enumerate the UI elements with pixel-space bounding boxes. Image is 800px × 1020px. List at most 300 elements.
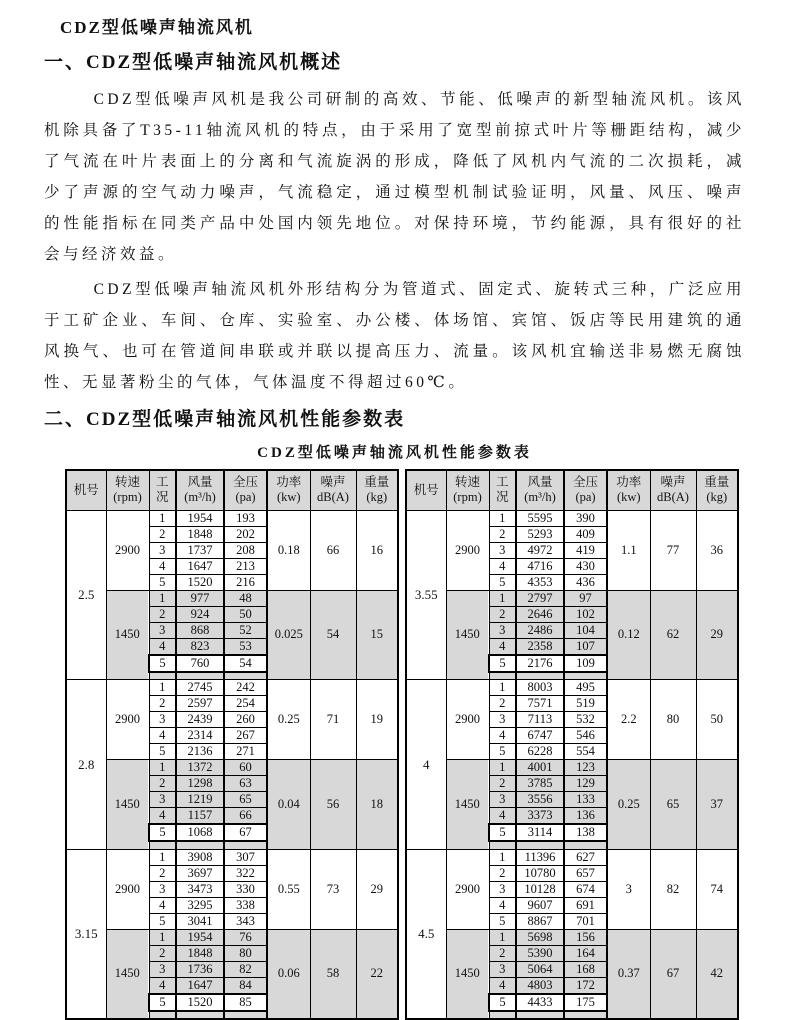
- pressure-cell: 164: [564, 945, 607, 961]
- filler-cell: [224, 1011, 267, 1019]
- condition-cell: 4: [489, 728, 516, 744]
- pressure-cell: 168: [564, 961, 607, 977]
- pressure-cell: 409: [564, 526, 607, 542]
- airflow-cell: 2745: [176, 680, 224, 696]
- header-unit: (kg): [366, 490, 388, 505]
- power-cell: 0.18: [267, 510, 310, 590]
- header-unit: 况: [495, 490, 509, 505]
- airflow-cell: 2439: [176, 712, 224, 728]
- speed-cell: 2900: [106, 680, 149, 760]
- airflow-cell: 1372: [176, 760, 224, 776]
- airflow-cell: 1954: [176, 510, 224, 526]
- airflow-cell: 6228: [516, 744, 564, 760]
- airflow-cell: 3785: [516, 776, 564, 792]
- table-row: [66, 510, 398, 526]
- power-cell: 0.12: [607, 590, 650, 680]
- pressure-cell: 136: [564, 808, 607, 825]
- pressure-cell: 208: [224, 542, 267, 558]
- column-header-model: [66, 470, 106, 510]
- airflow-cell: 4353: [516, 574, 564, 590]
- pressure-cell: 430: [564, 558, 607, 574]
- table-row: [406, 510, 738, 526]
- pressure-cell: 52: [224, 622, 267, 638]
- airflow-cell: 7571: [516, 696, 564, 712]
- condition-cell: 3: [489, 961, 516, 977]
- pressure-cell: 53: [224, 638, 267, 655]
- header-label: 噪声: [660, 475, 686, 490]
- condition-cell: 3: [149, 961, 176, 977]
- speed-cell: 1450: [106, 760, 149, 850]
- filler-cell: [149, 841, 176, 849]
- airflow-cell: 1848: [176, 945, 224, 961]
- document-title: CDZ型低噪声轴流风机: [60, 18, 254, 37]
- header-label: 全压: [232, 475, 258, 490]
- filler-cell: [516, 841, 564, 849]
- speed-cell: 1450: [446, 590, 489, 680]
- header-label: 转速: [454, 475, 480, 490]
- header-row: [406, 470, 738, 510]
- airflow-cell: 977: [176, 590, 224, 606]
- pressure-cell: 436: [564, 574, 607, 590]
- pressure-cell: 674: [564, 881, 607, 897]
- condition-cell: 5: [149, 824, 176, 841]
- weight-cell: 19: [356, 680, 398, 760]
- pressure-cell: 343: [224, 913, 267, 929]
- weight-cell: 42: [696, 929, 738, 1019]
- power-cell: 0.55: [267, 849, 310, 929]
- model-cell: 3.55: [406, 510, 446, 680]
- airflow-cell: 5595: [516, 510, 564, 526]
- airflow-cell: 2136: [176, 744, 224, 760]
- pressure-cell: 322: [224, 865, 267, 881]
- speed-cell: 2900: [446, 680, 489, 760]
- noise-cell: 77: [650, 510, 696, 590]
- table-row: [406, 760, 738, 776]
- airflow-cell: 2597: [176, 696, 224, 712]
- pressure-cell: 271: [224, 744, 267, 760]
- model-cell: 4.5: [406, 849, 446, 1019]
- header-row: [66, 470, 398, 510]
- filler-cell: [516, 1011, 564, 1019]
- airflow-cell: 9607: [516, 897, 564, 913]
- overview-paragraph-2: CDZ型低噪声轴流风机外形结构分为管道式、固定式、旋转式三种，广泛应用于工矿企业、车间、仓库、实验室、办公楼、体场馆、宾馆、饭店等民用建筑的通风换气、也可在管道间串联或并联以提高压力、流量。该风机宜输送非易燃无腐蚀性、无显著粉尘的气体，气体温度不得超过60℃。: [44, 281, 745, 391]
- table-body: [406, 510, 738, 1019]
- pressure-cell: 66: [224, 808, 267, 825]
- filler-cell: [224, 841, 267, 849]
- pressure-cell: 260: [224, 712, 267, 728]
- condition-cell: 5: [489, 913, 516, 929]
- condition-cell: 5: [489, 824, 516, 841]
- condition-cell: 2: [489, 945, 516, 961]
- airflow-cell: 760: [176, 655, 224, 672]
- airflow-cell: 924: [176, 606, 224, 622]
- pressure-cell: 175: [564, 994, 607, 1011]
- header-unit: dB(A): [657, 490, 689, 505]
- condition-cell: 1: [149, 590, 176, 606]
- speed-cell: 2900: [106, 849, 149, 929]
- airflow-cell: 5064: [516, 961, 564, 977]
- noise-cell: 56: [310, 760, 356, 850]
- condition-cell: 3: [489, 712, 516, 728]
- condition-cell: 1: [149, 849, 176, 865]
- airflow-cell: 868: [176, 622, 224, 638]
- pressure-cell: 554: [564, 744, 607, 760]
- header-label: 功率: [276, 475, 302, 490]
- speed-cell: 1450: [446, 760, 489, 850]
- condition-cell: 4: [489, 558, 516, 574]
- condition-cell: 3: [149, 881, 176, 897]
- header-unit: (kw): [276, 490, 301, 505]
- speed-cell: 1450: [446, 929, 489, 1019]
- pressure-cell: 138: [564, 824, 607, 841]
- filler-cell: [489, 1011, 516, 1019]
- airflow-cell: 4972: [516, 542, 564, 558]
- condition-cell: 1: [489, 510, 516, 526]
- power-cell: 0.06: [267, 929, 310, 1019]
- column-header-weight: [696, 470, 738, 510]
- weight-cell: 16: [356, 510, 398, 590]
- airflow-cell: 2486: [516, 622, 564, 638]
- pressure-cell: 54: [224, 655, 267, 672]
- pressure-cell: 254: [224, 696, 267, 712]
- header-label: 噪声: [320, 475, 346, 490]
- noise-cell: 58: [310, 929, 356, 1019]
- weight-cell: 18: [356, 760, 398, 850]
- condition-cell: 1: [149, 760, 176, 776]
- power-cell: 0.37: [607, 929, 650, 1019]
- airflow-cell: 1848: [176, 526, 224, 542]
- noise-cell: 82: [650, 849, 696, 929]
- pressure-cell: 627: [564, 849, 607, 865]
- filler-cell: [224, 672, 267, 680]
- table-body: [66, 510, 398, 1019]
- table-row: [66, 849, 398, 865]
- airflow-cell: 8003: [516, 680, 564, 696]
- pressure-cell: 109: [564, 655, 607, 672]
- weight-cell: 36: [696, 510, 738, 590]
- airflow-cell: 1068: [176, 824, 224, 841]
- airflow-cell: 1647: [176, 977, 224, 994]
- weight-cell: 29: [696, 590, 738, 680]
- model-cell: 2.8: [66, 680, 106, 850]
- airflow-cell: 1157: [176, 808, 224, 825]
- filler-cell: [176, 841, 224, 849]
- column-header-condition: [149, 470, 176, 510]
- pressure-cell: 202: [224, 526, 267, 542]
- section1-heading: 一、CDZ型低噪声轴流风机概述: [44, 52, 343, 73]
- airflow-cell: 6747: [516, 728, 564, 744]
- pressure-cell: 701: [564, 913, 607, 929]
- airflow-cell: 3114: [516, 824, 564, 841]
- noise-cell: 71: [310, 680, 356, 760]
- condition-cell: 2: [149, 776, 176, 792]
- condition-cell: 3: [149, 792, 176, 808]
- weight-cell: 29: [356, 849, 398, 929]
- pressure-cell: 657: [564, 865, 607, 881]
- condition-cell: 1: [489, 929, 516, 945]
- pressure-cell: 213: [224, 558, 267, 574]
- airflow-cell: 3041: [176, 913, 224, 929]
- airflow-cell: 1298: [176, 776, 224, 792]
- header-unit: (kw): [616, 490, 641, 505]
- pressure-cell: 156: [564, 929, 607, 945]
- header-label: 风量: [187, 475, 213, 490]
- pressure-cell: 60: [224, 760, 267, 776]
- pressure-cell: 546: [564, 728, 607, 744]
- speed-cell: 1450: [106, 929, 149, 1019]
- filler-cell: [564, 841, 607, 849]
- condition-cell: 3: [489, 622, 516, 638]
- filler-cell: [489, 841, 516, 849]
- airflow-cell: 1737: [176, 542, 224, 558]
- airflow-cell: 11396: [516, 849, 564, 865]
- airflow-cell: 4001: [516, 760, 564, 776]
- airflow-cell: 2646: [516, 606, 564, 622]
- speed-cell: 2900: [446, 849, 489, 929]
- weight-cell: 37: [696, 760, 738, 850]
- airflow-cell: 1736: [176, 961, 224, 977]
- airflow-cell: 5293: [516, 526, 564, 542]
- condition-cell: 2: [489, 776, 516, 792]
- pressure-cell: 532: [564, 712, 607, 728]
- condition-cell: 1: [489, 849, 516, 865]
- pressure-cell: 216: [224, 574, 267, 590]
- condition-cell: 3: [489, 542, 516, 558]
- condition-cell: 4: [489, 897, 516, 913]
- condition-cell: 1: [489, 590, 516, 606]
- condition-cell: 2: [489, 606, 516, 622]
- condition-cell: 1: [149, 510, 176, 526]
- condition-cell: 5: [149, 655, 176, 672]
- header-unit: (pa): [235, 490, 256, 505]
- pressure-cell: 84: [224, 977, 267, 994]
- pressure-cell: 97: [564, 590, 607, 606]
- pressure-cell: 390: [564, 510, 607, 526]
- pressure-cell: 76: [224, 929, 267, 945]
- condition-cell: 1: [489, 680, 516, 696]
- airflow-cell: 4803: [516, 977, 564, 994]
- pressure-cell: 65: [224, 792, 267, 808]
- pressure-cell: 129: [564, 776, 607, 792]
- condition-cell: 5: [489, 744, 516, 760]
- header-label: 工: [495, 475, 509, 490]
- column-header-airflow: [176, 470, 224, 510]
- section2-heading: 二、CDZ型低噪声轴流风机性能参数表: [44, 409, 406, 430]
- table-row: [406, 849, 738, 865]
- condition-cell: 4: [149, 977, 176, 994]
- table-row: [406, 680, 738, 696]
- airflow-cell: 2797: [516, 590, 564, 606]
- pressure-cell: 242: [224, 680, 267, 696]
- airflow-cell: 8867: [516, 913, 564, 929]
- pressure-cell: 172: [564, 977, 607, 994]
- airflow-cell: 5390: [516, 945, 564, 961]
- column-header-speed: [446, 470, 489, 510]
- condition-cell: 2: [489, 696, 516, 712]
- airflow-cell: 1647: [176, 558, 224, 574]
- airflow-cell: 1954: [176, 929, 224, 945]
- column-header-airflow: [516, 470, 564, 510]
- tables-container: [65, 469, 745, 1020]
- airflow-cell: 3473: [176, 881, 224, 897]
- pressure-cell: 50: [224, 606, 267, 622]
- airflow-cell: 1520: [176, 994, 224, 1011]
- pressure-cell: 133: [564, 792, 607, 808]
- airflow-cell: 823: [176, 638, 224, 655]
- condition-cell: 5: [149, 994, 176, 1011]
- header-label: 重量: [704, 475, 730, 490]
- column-header-speed: [106, 470, 149, 510]
- power-cell: 3: [607, 849, 650, 929]
- power-cell: 0.25: [607, 760, 650, 850]
- pressure-cell: 419: [564, 542, 607, 558]
- column-header-pressure: [564, 470, 607, 510]
- table-row: [406, 929, 738, 945]
- weight-cell: 15: [356, 590, 398, 680]
- table-caption: CDZ型低噪声轴流风机性能参数表: [257, 445, 532, 461]
- column-header-noise: [310, 470, 356, 510]
- noise-cell: 62: [650, 590, 696, 680]
- noise-cell: 54: [310, 590, 356, 680]
- pressure-cell: 267: [224, 728, 267, 744]
- noise-cell: 73: [310, 849, 356, 929]
- pressure-cell: 330: [224, 881, 267, 897]
- condition-cell: 4: [149, 728, 176, 744]
- pressure-cell: 338: [224, 897, 267, 913]
- column-header-power: [607, 470, 650, 510]
- header-label: 转速: [114, 475, 140, 490]
- condition-cell: 3: [489, 881, 516, 897]
- weight-cell: 22: [356, 929, 398, 1019]
- header-label: 机号: [413, 482, 439, 497]
- header-label: 功率: [616, 475, 642, 490]
- noise-cell: 80: [650, 680, 696, 760]
- pressure-cell: 80: [224, 945, 267, 961]
- model-cell: 4: [406, 680, 446, 850]
- condition-cell: 2: [489, 865, 516, 881]
- table-row: [66, 590, 398, 606]
- condition-cell: 2: [149, 606, 176, 622]
- weight-cell: 50: [696, 680, 738, 760]
- filler-cell: [564, 1011, 607, 1019]
- airflow-cell: 3373: [516, 808, 564, 825]
- header-label: 机号: [73, 482, 99, 497]
- pressure-cell: 691: [564, 897, 607, 913]
- header-label: 风量: [527, 475, 553, 490]
- performance-table: [405, 469, 739, 1020]
- table-row: [66, 929, 398, 945]
- airflow-cell: 2314: [176, 728, 224, 744]
- condition-cell: 4: [149, 558, 176, 574]
- condition-cell: 5: [489, 655, 516, 672]
- condition-cell: 4: [489, 638, 516, 655]
- airflow-cell: 5698: [516, 929, 564, 945]
- airflow-cell: 2358: [516, 638, 564, 655]
- performance-table-right-host: [405, 469, 739, 1020]
- condition-cell: 1: [489, 760, 516, 776]
- pressure-cell: 67: [224, 824, 267, 841]
- power-cell: 2.2: [607, 680, 650, 760]
- table-row: [66, 680, 398, 696]
- condition-cell: 2: [149, 865, 176, 881]
- speed-cell: 2900: [446, 510, 489, 590]
- airflow-cell: 4716: [516, 558, 564, 574]
- filler-cell: [149, 672, 176, 680]
- filler-cell: [176, 1011, 224, 1019]
- filler-cell: [564, 672, 607, 680]
- column-header-model: [406, 470, 446, 510]
- condition-cell: 4: [149, 638, 176, 655]
- condition-cell: 5: [149, 744, 176, 760]
- condition-cell: 5: [489, 574, 516, 590]
- airflow-cell: 7113: [516, 712, 564, 728]
- condition-cell: 4: [149, 897, 176, 913]
- condition-cell: 5: [149, 574, 176, 590]
- condition-cell: 4: [489, 808, 516, 825]
- pressure-cell: 48: [224, 590, 267, 606]
- table-row: [66, 760, 398, 776]
- condition-cell: 2: [149, 945, 176, 961]
- header-label: 全压: [572, 475, 598, 490]
- noise-cell: 65: [650, 760, 696, 850]
- pressure-cell: 63: [224, 776, 267, 792]
- condition-cell: 3: [489, 792, 516, 808]
- airflow-cell: 10780: [516, 865, 564, 881]
- power-cell: 0.25: [267, 680, 310, 760]
- header-unit: (pa): [575, 490, 596, 505]
- airflow-cell: 10128: [516, 881, 564, 897]
- column-header-noise: [650, 470, 696, 510]
- column-header-power: [267, 470, 310, 510]
- column-header-weight: [356, 470, 398, 510]
- airflow-cell: 2176: [516, 655, 564, 672]
- table-header: [66, 470, 398, 510]
- table-row: [406, 590, 738, 606]
- airflow-cell: 1520: [176, 574, 224, 590]
- header-unit: (rpm): [113, 490, 142, 505]
- airflow-cell: 4433: [516, 994, 564, 1011]
- pressure-cell: 107: [564, 638, 607, 655]
- condition-cell: 2: [149, 526, 176, 542]
- header-unit: (rpm): [453, 490, 482, 505]
- power-cell: 1.1: [607, 510, 650, 590]
- power-cell: 0.04: [267, 760, 310, 850]
- performance-table: [65, 469, 399, 1020]
- condition-cell: 4: [149, 808, 176, 825]
- noise-cell: 66: [310, 510, 356, 590]
- condition-cell: 5: [149, 913, 176, 929]
- header-unit: (m³/h): [184, 490, 216, 505]
- overview-paragraph-1: CDZ型低噪声风机是我公司研制的高效、节能、低噪声的新型轴流风机。该风机除具备了T35-11轴流风机的特点，由于采用了宽型前掠式叶片等栅距结构，减少了气流在叶片表面上的分离和气流旋涡的形成，降低了风机内气流的二次损耗，减少了声源的空气动力噪声，气流稳定，通过模型机制试验证明，风量、风压、噪声的性能指标在同类产品中处国内领先地位。对保持环境，节约能源，具有很好的社会与经济效益。: [44, 91, 745, 263]
- condition-cell: 2: [489, 526, 516, 542]
- condition-cell: 5: [489, 994, 516, 1011]
- speed-cell: 1450: [106, 590, 149, 680]
- weight-cell: 74: [696, 849, 738, 929]
- table-header: [406, 470, 738, 510]
- performance-table-left-host: [65, 469, 399, 1020]
- header-unit: (kg): [706, 490, 728, 505]
- condition-cell: 3: [149, 712, 176, 728]
- speed-cell: 2900: [106, 510, 149, 590]
- airflow-cell: 1219: [176, 792, 224, 808]
- power-cell: 0.025: [267, 590, 310, 680]
- condition-cell: 1: [149, 680, 176, 696]
- model-cell: 3.15: [66, 849, 106, 1019]
- pressure-cell: 85: [224, 994, 267, 1011]
- condition-cell: 3: [149, 542, 176, 558]
- pressure-cell: 104: [564, 622, 607, 638]
- airflow-cell: 3295: [176, 897, 224, 913]
